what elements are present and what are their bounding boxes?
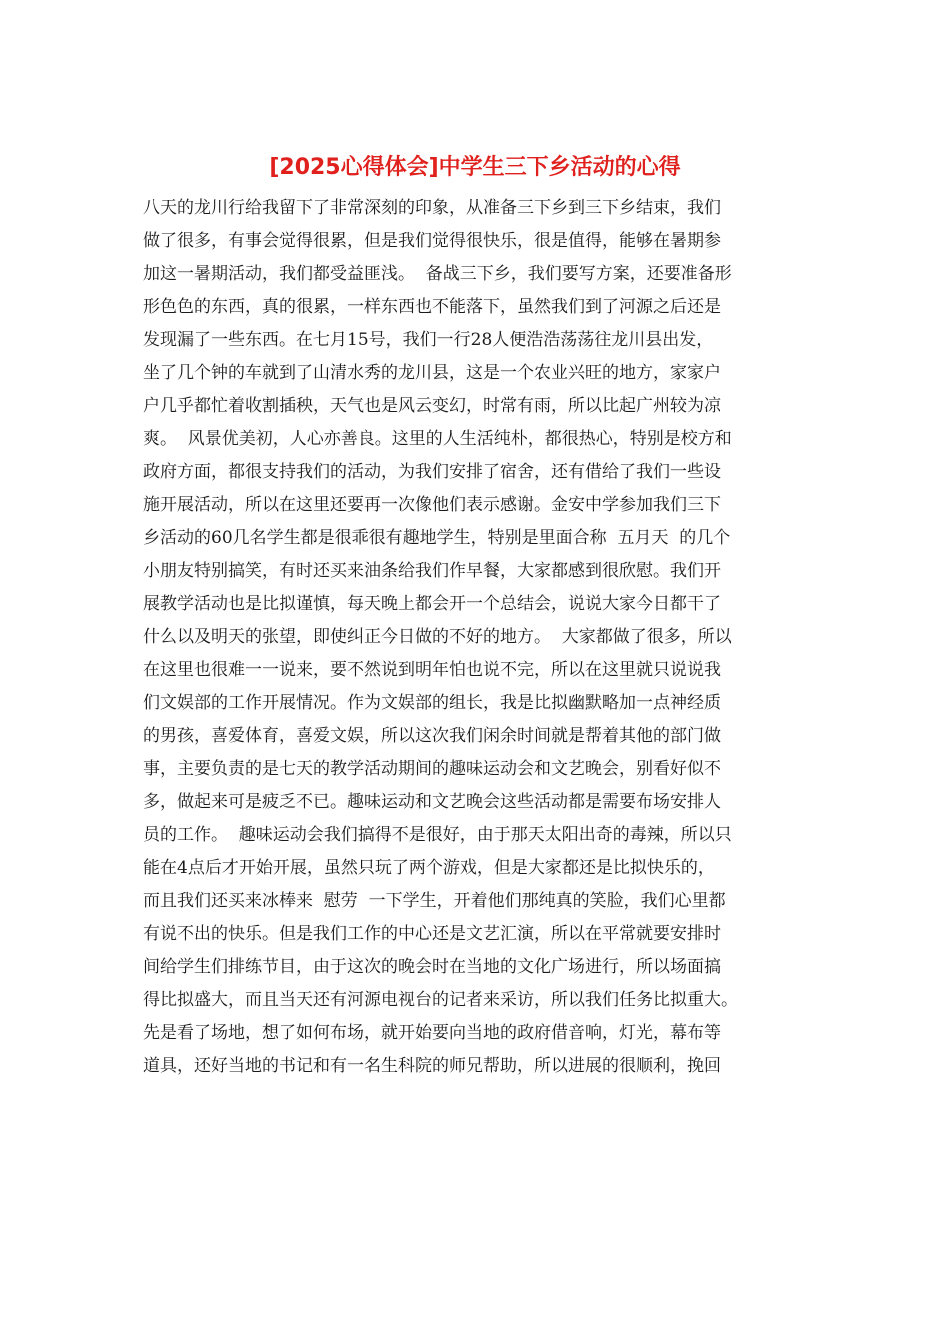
body-line: 事，主要负责的是七天的教学活动期间的趣味运动会和文艺晚会，别看好似不 xyxy=(143,759,721,779)
body-line: 爽。 风景优美初，人心亦善良。这里的人生活纯朴，都很热心，特别是校方和 xyxy=(143,429,732,449)
body-line: 乡活动的60几名学生都是很乖很有趣地学生，特别是里面合称 五月天 的几个 xyxy=(143,528,731,548)
body-line: 而且我们还买来冰棒来 慰劳 一下学生，开着他们那纯真的笑脸，我们心里都 xyxy=(143,891,726,911)
body-line: 展教学活动也是比拟谨慎，每天晚上都会开一个总结会，说说大家今日都干了 xyxy=(143,594,721,614)
body-line: 八天的龙川行给我留下了非常深刻的印象，从准备三下乡到三下乡结束，我们 xyxy=(143,198,721,218)
body-line: 户几乎都忙着收割插秧，天气也是风云变幻，时常有雨，所以比起广州较为凉 xyxy=(143,396,721,416)
body-line: 形色色的东西，真的很累，一样东西也不能落下，虽然我们到了河源之后还是 xyxy=(143,297,721,317)
body-line: 小朋友特别搞笑，有时还买来油条给我们作早餐，大家都感到很欣慰。我们开 xyxy=(143,561,721,581)
body-line: 的男孩，喜爱体育，喜爱文娱，所以这次我们闲余时间就是帮着其他的部门做 xyxy=(143,726,721,746)
body-line: 加这一暑期活动，我们都受益匪浅。 备战三下乡，我们要写方案，还要准备形 xyxy=(143,264,732,284)
body-line: 在这里也很难一一说来，要不然说到明年怕也说不完，所以在这里就只说说我 xyxy=(143,660,721,680)
body-line: 能在4点后才开始开展，虽然只玩了两个游戏，但是大家都还是比拟快乐的， xyxy=(143,858,715,878)
body-line: 得比拟盛大，而且当天还有河源电视台的记者来采访，所以我们任务比拟重大。 xyxy=(143,990,738,1010)
body-line: 间给学生们排练节目，由于这次的晚会时在当地的文化广场进行，所以场面搞 xyxy=(143,957,721,977)
body-line: 们文娱部的工作开展情况。作为文娱部的组长，我是比拟幽默略加一点神经质 xyxy=(143,693,721,713)
body-line: 什么以及明天的张望，即使纠正今日做的不好的地方。 大家都做了很多，所以 xyxy=(143,627,732,647)
body-line: 先是看了场地，想了如何布场，就开始要向当地的政府借音响，灯光，幕布等 xyxy=(143,1023,721,1043)
body-line: 道具，还好当地的书记和有一名生科院的师兄帮助，所以进展的很顺利，挽回 xyxy=(143,1056,721,1076)
body-line: 有说不出的快乐。但是我们工作的中心还是文艺汇演，所以在平常就要安排时 xyxy=(143,924,721,944)
body-line: 政府方面，都很支持我们的活动，为我们安排了宿舍，还有借给了我们一些设 xyxy=(143,462,721,482)
document-body xyxy=(143,192,807,1083)
body-line: 员的工作。 趣味运动会我们搞得不是很好，由于那天太阳出奇的毒辣，所以只 xyxy=(143,825,732,845)
body-line: 多，做起来可是疲乏不已。趣味运动和文艺晚会这些活动都是需要布场安排人 xyxy=(143,792,721,812)
document-title: [2025心得体会]中学生三下乡活动的心得 xyxy=(269,155,681,180)
body-line: 发现漏了一些东西。在七月15号，我们一行28人便浩浩荡荡往龙川县出发， xyxy=(143,330,714,350)
body-line: 施开展活动，所以在这里还要再一次像他们表示感谢。金安中学参加我们三下 xyxy=(143,495,721,515)
body-line: 坐了几个钟的车就到了山清水秀的龙川县，这是一个农业兴旺的地方，家家户 xyxy=(143,363,721,383)
body-line: 做了很多，有事会觉得很累，但是我们觉得很快乐，很是值得，能够在暑期参 xyxy=(143,231,721,251)
